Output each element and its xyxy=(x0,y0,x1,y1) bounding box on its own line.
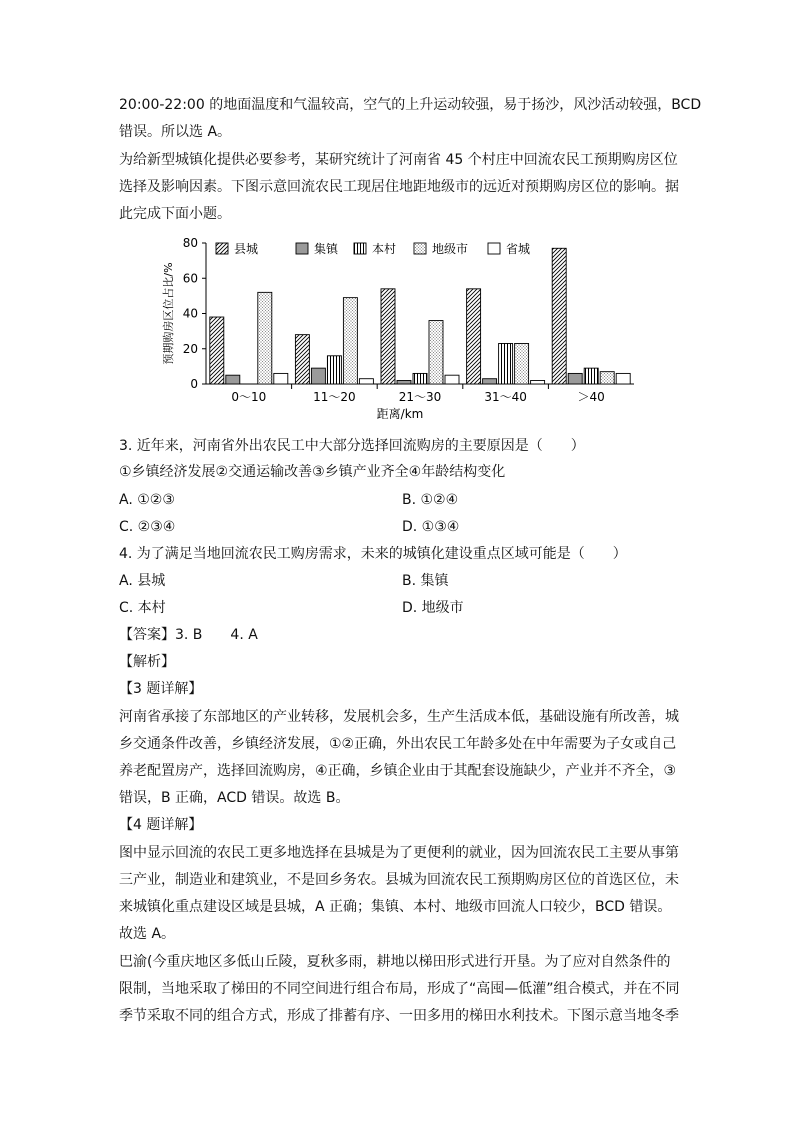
x-tick-label: 0～10 xyxy=(231,390,267,404)
q4-detail-label: 【4 题详解】 xyxy=(119,817,203,833)
bar xyxy=(226,375,240,384)
legend-swatch xyxy=(414,243,426,254)
bar xyxy=(531,380,545,384)
bar xyxy=(483,379,497,384)
q3-options-row-2 xyxy=(119,517,679,537)
y-tick-label: 60 xyxy=(182,271,198,286)
y-tick-label: 80 xyxy=(182,236,198,250)
bar xyxy=(327,356,341,384)
closing-line: 巴渝(今重庆地区多低山丘陵，夏秋多雨，耕地以梯田形式进行开垦。为了应对自然条件的 xyxy=(119,954,671,970)
intro-line: 选择及影响因素。下图示意回流农民工现居住地距地级市的远近对预期购房区位的影响。据 xyxy=(119,179,679,195)
bar xyxy=(343,298,357,384)
answer-line: 【答案】3. B 4. A xyxy=(119,627,258,643)
q3-stem: 3. 近年来，河南省外出农民工中大部分选择回流购房的主要原因是（ ） xyxy=(119,438,585,454)
q3-detail-line: 错误，B 正确，ACD 错误。故选 B。 xyxy=(119,790,350,806)
bar xyxy=(568,373,582,384)
q4-detail-line: 三产业，制造业和建筑业，不是回乡务农。县城为回流农民工预期购房区位的首选区位，未 xyxy=(119,872,679,888)
q3-sub-options: ①乡镇经济发展②交通运输改善③乡镇产业齐全④年龄结构变化 xyxy=(119,464,506,480)
q3-option-b[interactable]: B. ①②④ xyxy=(402,492,459,508)
bar xyxy=(381,289,395,384)
bar xyxy=(552,248,566,384)
bar xyxy=(429,321,443,384)
bar xyxy=(295,335,309,384)
legend-label: 集镇 xyxy=(314,242,339,256)
legend-label: 本村 xyxy=(372,242,397,256)
q3-options-row-1 xyxy=(119,490,679,510)
q3-detail-label: 【3 题详解】 xyxy=(119,681,203,697)
q3-detail-line: 养老配置房产，选择回流购房，④正确，乡镇企业由于其配套设施缺少，产业并不齐全，③ xyxy=(119,763,677,779)
q4-detail-line: 来城镇化重点建设区域是县城，A 正确；集镇、本村、地级市回流人口较少，BCD 错误。 xyxy=(119,899,672,915)
intro-line: 20:00-22:00 的地面温度和气温较高，空气的上升运动较强，易于扬沙，风沙活动较强，BCD xyxy=(119,97,702,113)
bar xyxy=(600,372,614,384)
bar-chart-svg xyxy=(158,236,638,426)
bar xyxy=(274,373,288,384)
bar xyxy=(445,375,459,384)
q4-option-d[interactable]: D. 地级市 xyxy=(402,600,464,616)
q4-option-a[interactable]: A. 县城 xyxy=(119,573,166,589)
q3-detail-line: 乡交通条件改善，乡镇经济发展，①②正确，外出农民工年龄多处在中年需要为子女或自己 xyxy=(119,736,677,752)
bar xyxy=(616,373,630,384)
bar xyxy=(210,317,224,384)
closing-line: 季节采取不同的组合方式，形成了排蓄有序、一田多用的梯田水利技术。下图示意当地冬季 xyxy=(119,1008,679,1024)
bar xyxy=(499,343,513,384)
closing-line: 限制，当地采取了梯田的不同空间进行组合布局，形成了“高囤—低灌”组合模式，并在不同 xyxy=(119,981,680,997)
q3-option-a[interactable]: A. ①②③ xyxy=(119,492,175,508)
q4-detail-line: 故选 A。 xyxy=(119,926,176,942)
legend-swatch xyxy=(216,243,228,254)
bar xyxy=(467,289,481,384)
q3-option-d[interactable]: D. ①③④ xyxy=(402,519,460,535)
y-tick-label: 20 xyxy=(182,341,198,356)
x-tick-label: 21～30 xyxy=(398,390,442,404)
bar-chart xyxy=(158,236,638,426)
legend-swatch xyxy=(354,243,366,254)
legend-swatch xyxy=(488,243,500,254)
legend-label: 县城 xyxy=(234,242,259,256)
y-tick-label: 40 xyxy=(182,306,198,321)
bar xyxy=(584,368,598,384)
analysis-label: 【解析】 xyxy=(119,654,175,670)
intro-line: 错误。所以选 A。 xyxy=(119,124,232,140)
legend-label: 省城 xyxy=(506,242,531,256)
x-axis-label: 距离/km xyxy=(376,407,424,421)
x-tick-label: 31～40 xyxy=(484,390,527,404)
q4-options-row-1 xyxy=(119,571,679,591)
q4-option-b[interactable]: B. 集镇 xyxy=(402,573,449,589)
x-tick-label: 11～20 xyxy=(313,390,356,404)
y-tick-label: 0 xyxy=(190,377,198,391)
x-tick-label: ＞40 xyxy=(577,390,605,404)
q3-option-c[interactable]: C. ②③④ xyxy=(119,519,176,535)
intro-line: 为给新型城镇化提供必要参考，某研究统计了河南省 45 个村庄中回流农民工预期购房区位 xyxy=(119,152,678,168)
q3-detail-line: 河南省承接了东部地区的产业转移，发展机会多，生产生活成本低，基础设施有所改善，城 xyxy=(119,709,679,725)
legend-label: 地级市 xyxy=(432,242,469,256)
bar xyxy=(413,373,427,384)
bar xyxy=(359,379,373,384)
intro-line: 此完成下面小题。 xyxy=(119,206,231,222)
bar xyxy=(515,343,529,384)
bar xyxy=(311,368,325,384)
q4-option-c[interactable]: C. 本村 xyxy=(119,600,166,616)
y-axis-label: 预期购房区位占比/% xyxy=(162,262,175,365)
bar xyxy=(397,380,411,384)
q4-stem: 4. 为了满足当地回流农民工购房需求，未来的城镇化建设重点区域可能是（ ） xyxy=(119,546,627,562)
bar xyxy=(258,292,272,384)
legend-swatch xyxy=(296,243,308,254)
q4-detail-line: 图中显示回流的农民工更多地选择在县城是为了更便利的就业，因为回流农民工主要从事第 xyxy=(119,845,679,861)
q4-options-row-2 xyxy=(119,598,679,618)
